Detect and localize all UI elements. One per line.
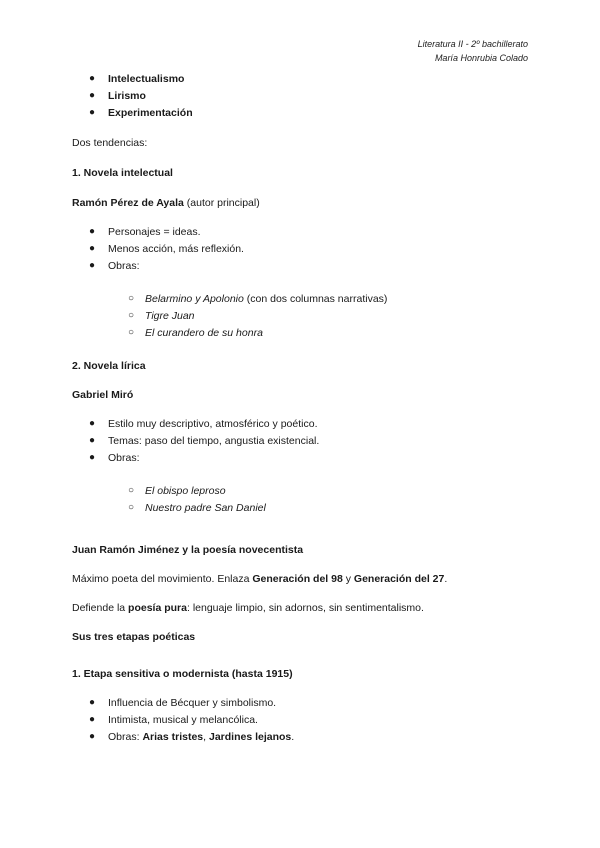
bullet-icon: ●: [89, 418, 96, 429]
bullet-icon: ●: [89, 90, 96, 101]
sub-list-item: El curandero de su honra: [145, 327, 263, 339]
text-run: y: [342, 573, 354, 585]
list-item: Estilo muy descriptivo, atmosférico y poético.: [108, 418, 318, 430]
section-title-jrj: Juan Ramón Jiménez y la poesía novecentista: [72, 544, 304, 556]
list-item: Intelectualismo: [108, 73, 185, 85]
list-item: Obras:: [108, 452, 140, 464]
text-run-bold: Generación del 27: [353, 573, 445, 585]
list-item: [108, 731, 294, 743]
circle-bullet-icon: ○: [128, 327, 135, 338]
circle-bullet-icon: ○: [128, 502, 135, 513]
paragraph-dos-tendencias: Dos tendencias:: [72, 137, 148, 149]
list-item: Intimista, musical y melancólica.: [108, 714, 258, 726]
text-run-bold: Jardines lejanos: [208, 731, 292, 743]
sub-list-item: Nuestro padre San Daniel: [145, 502, 266, 514]
list-item: Obras:: [108, 260, 140, 272]
text-run: Defiende la: [72, 602, 129, 614]
text-run-bold: poesía pura: [128, 602, 187, 614]
text-run: .: [291, 731, 295, 743]
bullet-icon: ●: [89, 452, 96, 463]
bullet-icon: ●: [89, 714, 96, 725]
header-author: María Honrubia Colado: [434, 53, 528, 63]
list-item: Menos acción, más reflexión.: [108, 243, 244, 255]
bullet-icon: ●: [89, 260, 96, 271]
bullet-icon: ●: [89, 243, 96, 254]
section-title-etapa-1: 1. Etapa sensitiva o modernista (hasta 1915): [72, 668, 293, 680]
list-item: Personajes = ideas.: [108, 226, 201, 238]
text-run: .: [444, 573, 448, 585]
list-item: Lirismo: [108, 90, 146, 102]
bullet-icon: ●: [89, 226, 96, 237]
section-title-novela-lirica: 2. Novela lírica: [72, 360, 146, 372]
section-title-etapas: Sus tres etapas poéticas: [72, 631, 196, 643]
section-title-novela-intelectual: 1. Novela intelectual: [72, 167, 173, 179]
text-run-bold: Generación del 98: [252, 573, 343, 585]
sub-list-item: El obispo leproso: [145, 485, 226, 497]
author-line: [72, 197, 260, 209]
circle-bullet-icon: ○: [128, 485, 135, 496]
header-course: Literatura II - 2º bachillerato: [417, 39, 528, 49]
paragraph-jrj-intro: [72, 573, 447, 585]
work-title: Belarmino y Apolonio: [145, 293, 244, 305]
work-note: (con dos columnas narrativas): [243, 293, 388, 305]
bullet-icon: ●: [89, 73, 96, 84]
bullet-icon: ●: [89, 107, 96, 118]
author-note: (autor principal): [183, 197, 260, 209]
text-run: : lenguaje limpio, sin adornos, sin sentimentalismo.: [186, 602, 424, 614]
author-name: Gabriel Miró: [72, 389, 134, 401]
author-name: Ramón Pérez de Ayala: [72, 197, 184, 209]
bullet-icon: ●: [89, 697, 96, 708]
paragraph-poesia-pura: [72, 602, 424, 614]
circle-bullet-icon: ○: [128, 293, 135, 304]
page-header: [418, 37, 528, 65]
sub-list-item: [145, 293, 387, 305]
text-run: ,: [203, 731, 209, 743]
bullet-icon: ●: [89, 731, 96, 742]
text-run: Máximo poeta del movimiento. Enlaza: [72, 573, 253, 585]
list-item: Temas: paso del tiempo, angustia existencial.: [108, 435, 320, 447]
list-item: Influencia de Bécquer y simbolismo.: [108, 697, 277, 709]
list-item: Experimentación: [108, 107, 193, 119]
text-run: Obras:: [108, 731, 143, 743]
text-run-bold: Arias tristes: [142, 731, 204, 743]
circle-bullet-icon: ○: [128, 310, 135, 321]
sub-list-item: Tigre Juan: [145, 310, 195, 322]
bullet-icon: ●: [89, 435, 96, 446]
